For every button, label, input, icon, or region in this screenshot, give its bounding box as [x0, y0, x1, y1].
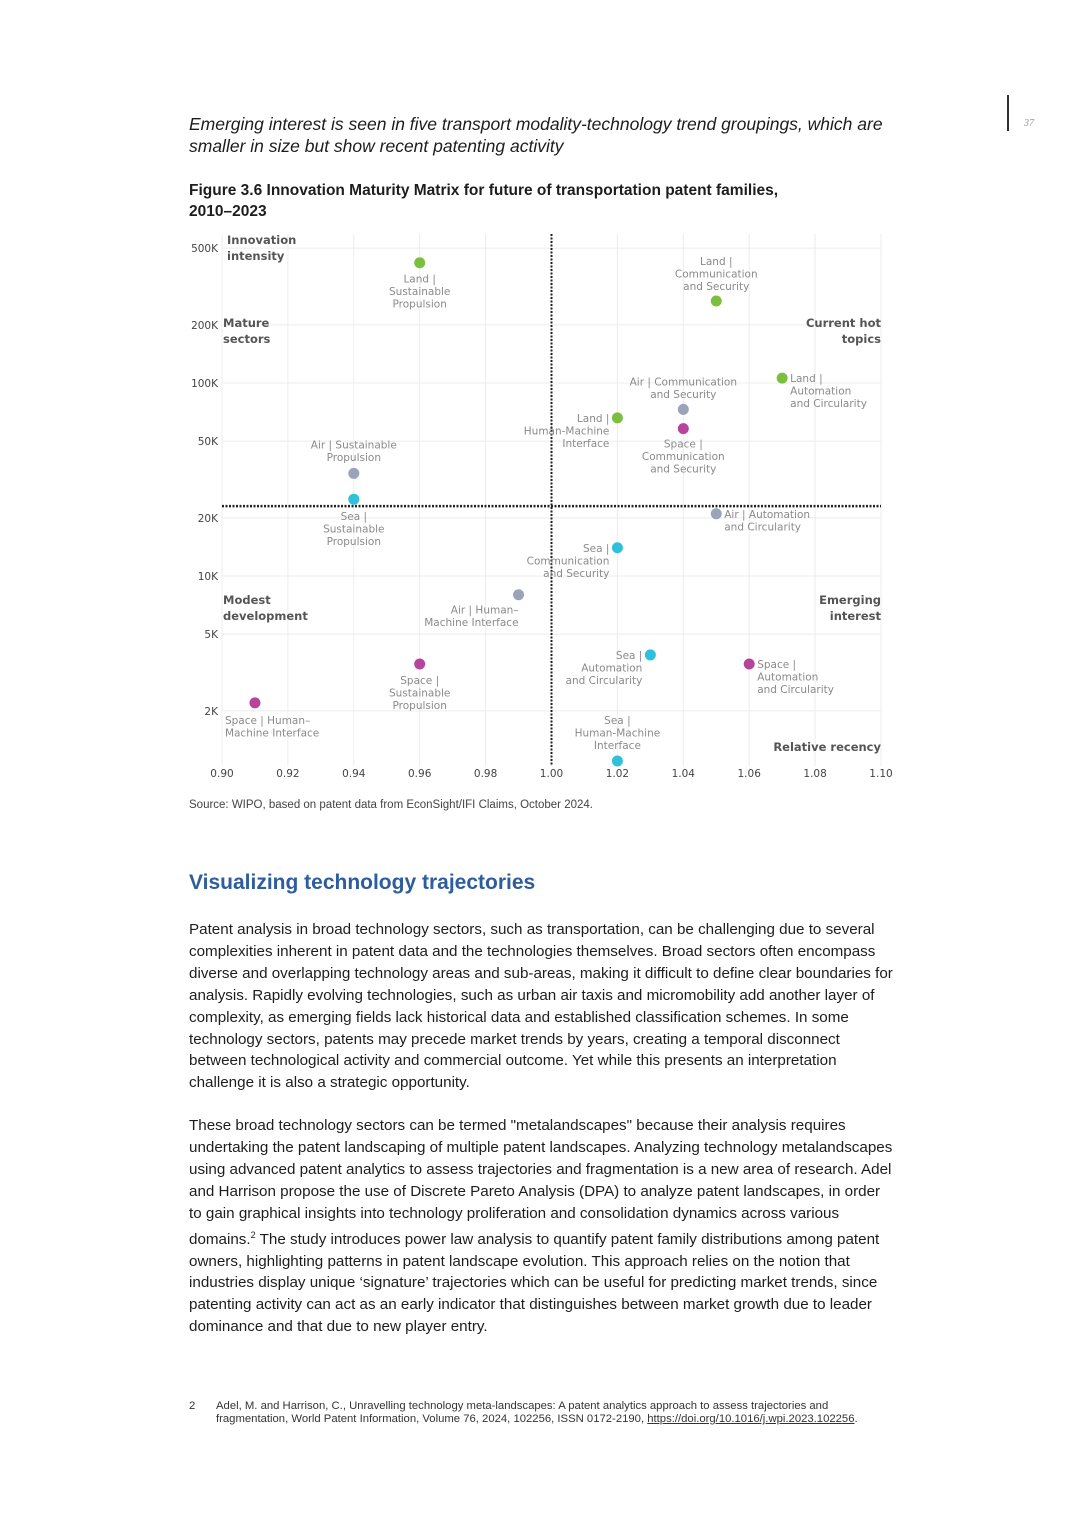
point-label: Space | Sustainable Propulsion: [389, 674, 451, 712]
data-point-space[interactable]: [678, 423, 689, 434]
y-tick-label: 2K: [204, 705, 218, 718]
data-point-air[interactable]: [678, 404, 689, 415]
data-point-space[interactable]: [744, 658, 755, 669]
point-label: Air | Sustainable Propulsion: [310, 439, 397, 464]
point-label: Land | Sustainable Propulsion: [389, 273, 451, 311]
point-label: Sea | Sustainable Propulsion: [323, 511, 385, 549]
point-label: Land | Communication and Security: [674, 255, 758, 293]
quadrant-label-modest: Modest development: [223, 593, 308, 623]
data-point-sea[interactable]: [612, 756, 623, 767]
data-point-air[interactable]: [711, 508, 722, 519]
data-point-land[interactable]: [711, 295, 722, 306]
x-axis-title: Relative recency: [773, 740, 881, 754]
y-axis-title: Innovation intensity: [227, 233, 297, 263]
point-label: Space | Automation and Circularity: [757, 658, 834, 696]
data-point-sea[interactable]: [612, 542, 623, 553]
figure-source: Source: WIPO, based on patent data from EconSight/IFI Claims, October 2024.: [189, 799, 593, 811]
data-point-land[interactable]: [777, 373, 788, 384]
y-tick-label: 100K: [191, 378, 218, 390]
page-divider-rule: [1007, 95, 1009, 131]
x-tick-label: 1.10: [869, 768, 893, 780]
paragraph-1: Patent analysis in broad technology sectors, such as transportation, can be challenging due to several complexities inherent in patent data and the technologies themselves. Broad sectors often encompass diverse and overlapping technology areas and sub-areas, making it difficult to define clear boundaries for analysis. Rapidly evolving technologies, such as urban air taxis and micromobility add another layer of complexity, as emerging fields lack historical data and established classification schemes. In some technology sectors, patents may precede market trends by years, creating a temporal disconnect between technological activity and commercial outcome. Yet while this presents an interpretation challenge it is also a strategic opportunity.: [189, 921, 893, 1092]
x-tick-label: 0.98: [473, 768, 498, 780]
point-label: Space | Human– Machine Interface: [224, 714, 320, 740]
data-point-sea[interactable]: [348, 494, 359, 505]
x-tick-label: 1.00: [539, 768, 564, 780]
x-tick-label: 1.06: [737, 768, 761, 780]
x-tick-label: 0.92: [276, 768, 300, 780]
point-label: Sea | Human-Machine Interface: [574, 715, 661, 753]
x-tick-label: 0.96: [408, 768, 432, 780]
y-tick-label: 200K: [191, 319, 218, 332]
footnote-number: 2: [189, 1400, 196, 1412]
section-heading: Visualizing technology trajectories: [189, 871, 536, 894]
point-label: Space | Communication and Security: [641, 438, 725, 476]
y-tick-label: 20K: [197, 512, 218, 525]
footnote: [189, 1400, 899, 1426]
quadrant-label-hot: Current hot topics: [805, 316, 881, 346]
point-label: Air | Communication and Security: [629, 376, 737, 401]
data-point-land[interactable]: [414, 257, 425, 268]
figure-title: Figure 3.6 Innovation Maturity Matrix for future of transportation patent families, 2010–2023: [189, 182, 779, 220]
point-label: Land | Human-Machine Interface: [523, 412, 610, 450]
y-tick-label: 10K: [197, 571, 218, 583]
point-label: Air | Human– Machine Interface: [424, 604, 519, 630]
quadrant-label-emerging: Emerging interest: [819, 593, 881, 623]
paragraph-2: [189, 1115, 894, 1338]
scatter-plot: [185, 228, 900, 788]
y-tick-label: 500K: [191, 243, 218, 256]
footnote-period: .: [854, 1413, 858, 1425]
x-tick-label: 0.90: [210, 768, 234, 780]
footnote-doi-link[interactable]: https://doi.org/10.1016/j.wpi.2023.102256: [647, 1413, 855, 1425]
data-point-sea[interactable]: [645, 649, 656, 660]
page-number: 37: [1024, 118, 1034, 129]
point-label: Sea | Communication and Security: [526, 542, 610, 580]
quadrant-label-mature: Mature sectors: [223, 316, 271, 346]
paragraph-2-text-a: These broad technology sectors can be termed "metalandscapes" because their analysis requires undertaking the patent landscaping of multiple patent landscapes. Analyzing technology metalandscapes using advanced patent analytics to assess trajectories and fragmentation is a new area of research. Adel and Harrison propose the use of Discrete Pareto Analysis (DPA) to analyze patent landscapes, in order to gain graphical insights into technology proliferation and consolidation dynamics across various domains.: [189, 1117, 893, 1248]
lead-heading: Emerging interest is seen in five transport modality-technology trend groupings, which are smaller in size but show recent patenting activity: [189, 114, 883, 156]
point-label: Land | Automation and Circularity: [790, 373, 867, 411]
x-tick-label: 1.08: [803, 768, 827, 780]
data-point-air[interactable]: [513, 589, 524, 600]
x-tick-label: 1.02: [605, 768, 630, 780]
x-tick-label: 1.04: [671, 768, 695, 780]
data-point-air[interactable]: [348, 468, 359, 479]
x-tick-label: 0.94: [342, 768, 366, 780]
data-point-space[interactable]: [414, 658, 425, 669]
y-tick-label: 50K: [197, 436, 218, 449]
data-point-land[interactable]: [612, 412, 623, 423]
footnote-text: [216, 1400, 899, 1426]
footnote-citation: Adel, M. and Harrison, C., Unravelling technology meta-landscapes: A patent analytics approach to assess trajectories and fragmentation, World Patent Information, Volume 76, 2024, 102256, ISSN 0172-2190,: [216, 1400, 829, 1425]
data-point-space[interactable]: [249, 697, 260, 708]
footnote-reference[interactable]: 2: [250, 1229, 256, 1240]
paragraph-2-text-b: The study introduces power law analysis to quantify patent family distributions among patent owners, highlighting patterns in patent landscape evolution. This approach relies on the notion that industries display unique ‘signature’ trajectories which can be useful for predicting market trends, since patenting activity can act as an early indicator that distinguishes between market growth due to leader dominance and that due to new player entry.: [189, 1230, 880, 1336]
y-tick-label: 5K: [204, 629, 218, 642]
point-label: Sea | Automation and Circularity: [565, 649, 643, 687]
point-label: Air | Automation and Circularity: [724, 508, 811, 534]
innovation-maturity-chart: [185, 228, 900, 788]
